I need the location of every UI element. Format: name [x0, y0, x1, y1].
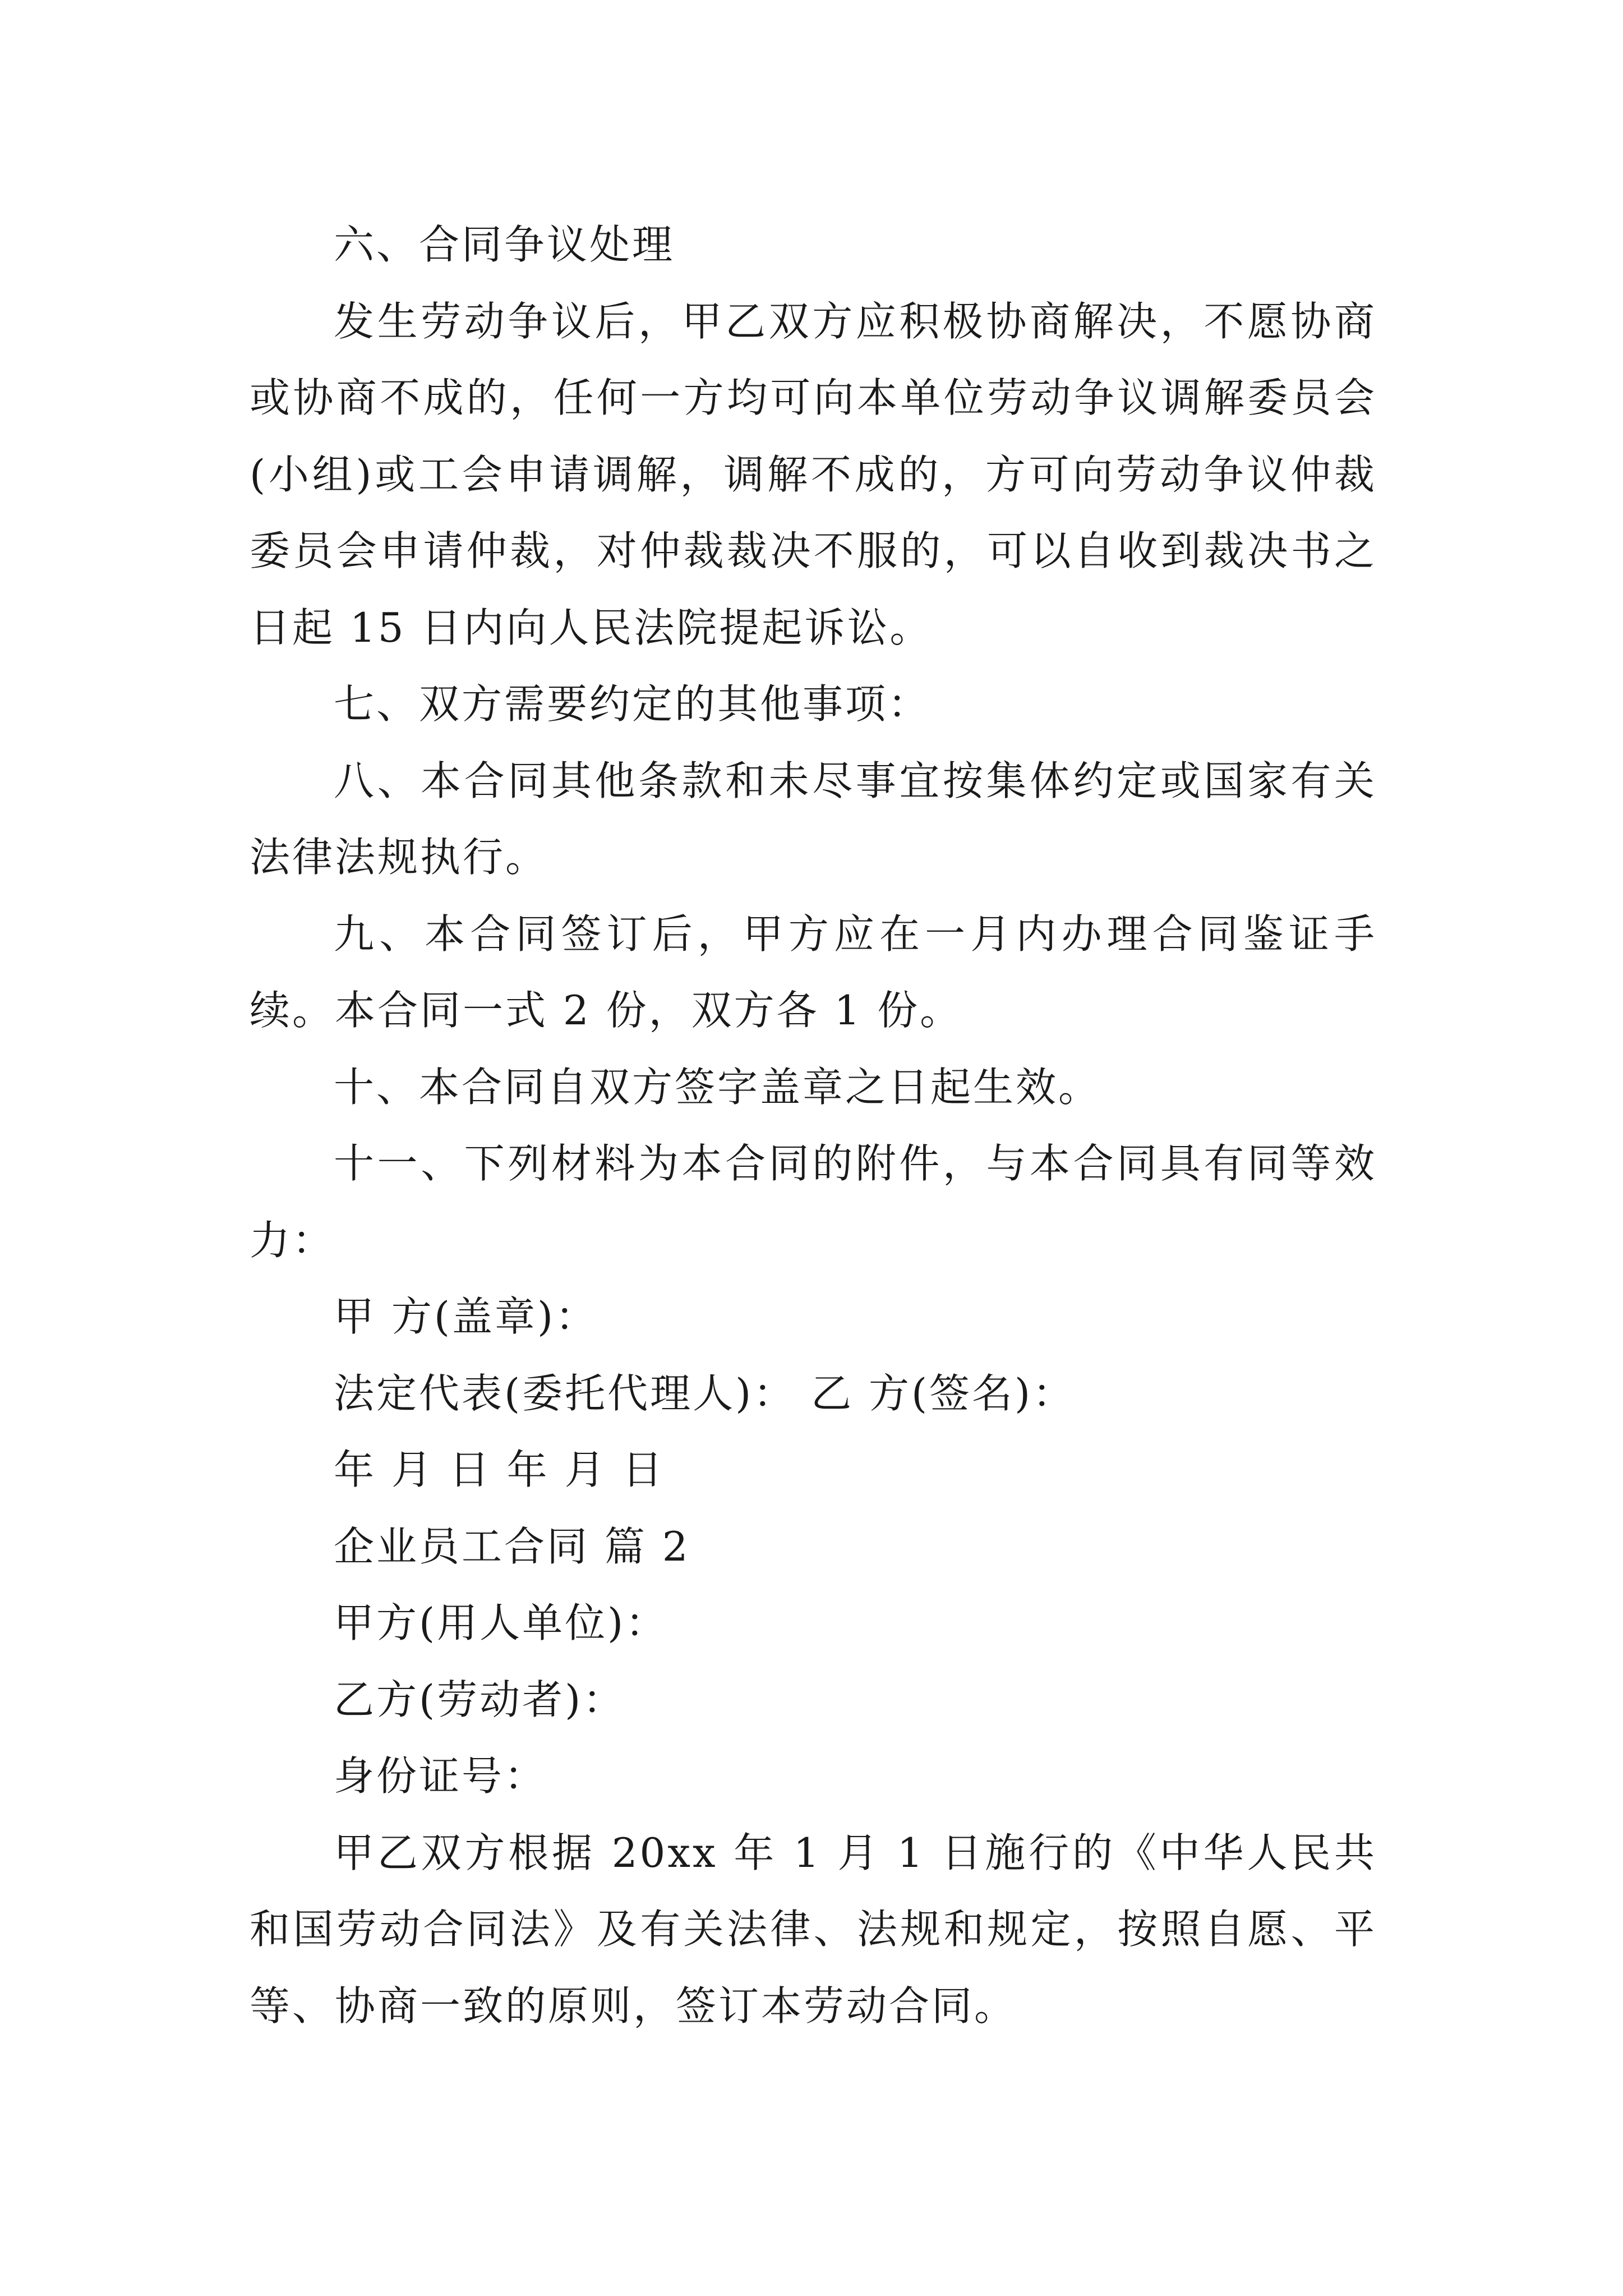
party-a-seal: 甲 方(盖章)： [334, 1293, 598, 1340]
section-8: 八、本合同其他条款和未尽事宜按集体约定或国家有关法律法规执行。 [250, 757, 1377, 881]
party-b-worker: 乙方(劳动者)： [334, 1676, 626, 1723]
section-7: 七、双方需要约定的其他事项： [334, 680, 931, 728]
id-number: 身份证号： [334, 1752, 547, 1800]
legal-rep-party-b-sign: 法定代表(委托代理人)： 乙 方(签名)： [334, 1369, 1076, 1417]
section-10: 十、本合同自双方签字盖章之日起生效。 [334, 1063, 1101, 1111]
date-line: 年 月 日 年 月 日 [334, 1446, 665, 1493]
section-6-heading: 六、合同争议处理 [334, 221, 675, 268]
document-body [250, 206, 1377, 2044]
section-11: 十一、下列材料为本合同的附件，与本合同具有同等效力： [250, 1140, 1377, 1264]
section-6-body: 发生劳动争议后，甲乙双方应积极协商解决，不愿协商或协商不成的，任何一方均可向本单位劳动争议调解委员会(小组)或工会申请调解，调解不成的，方可向劳动争议仲裁委员会申请仲裁，对仲裁裁决不服的，可以自收到裁决书之日起 15 日内向人民法院提起诉讼。 [250, 297, 1377, 651]
party-a-employer: 甲方(用人单位)： [334, 1599, 668, 1646]
section-9: 九、本合同签订后，甲方应在一月内办理合同鉴证手续。本合同一式 2 份，双方各 1 份。 [250, 910, 1377, 1034]
contract-2-title: 企业员工合同 篇 2 [334, 1522, 690, 1570]
preamble: 甲乙双方根据 20xx 年 1 月 1 日施行的《中华人民共和国劳动合同法》及有关法律、法规和规定，按照自愿、平等、协商一致的原则，签订本劳动合同。 [250, 1829, 1377, 2030]
